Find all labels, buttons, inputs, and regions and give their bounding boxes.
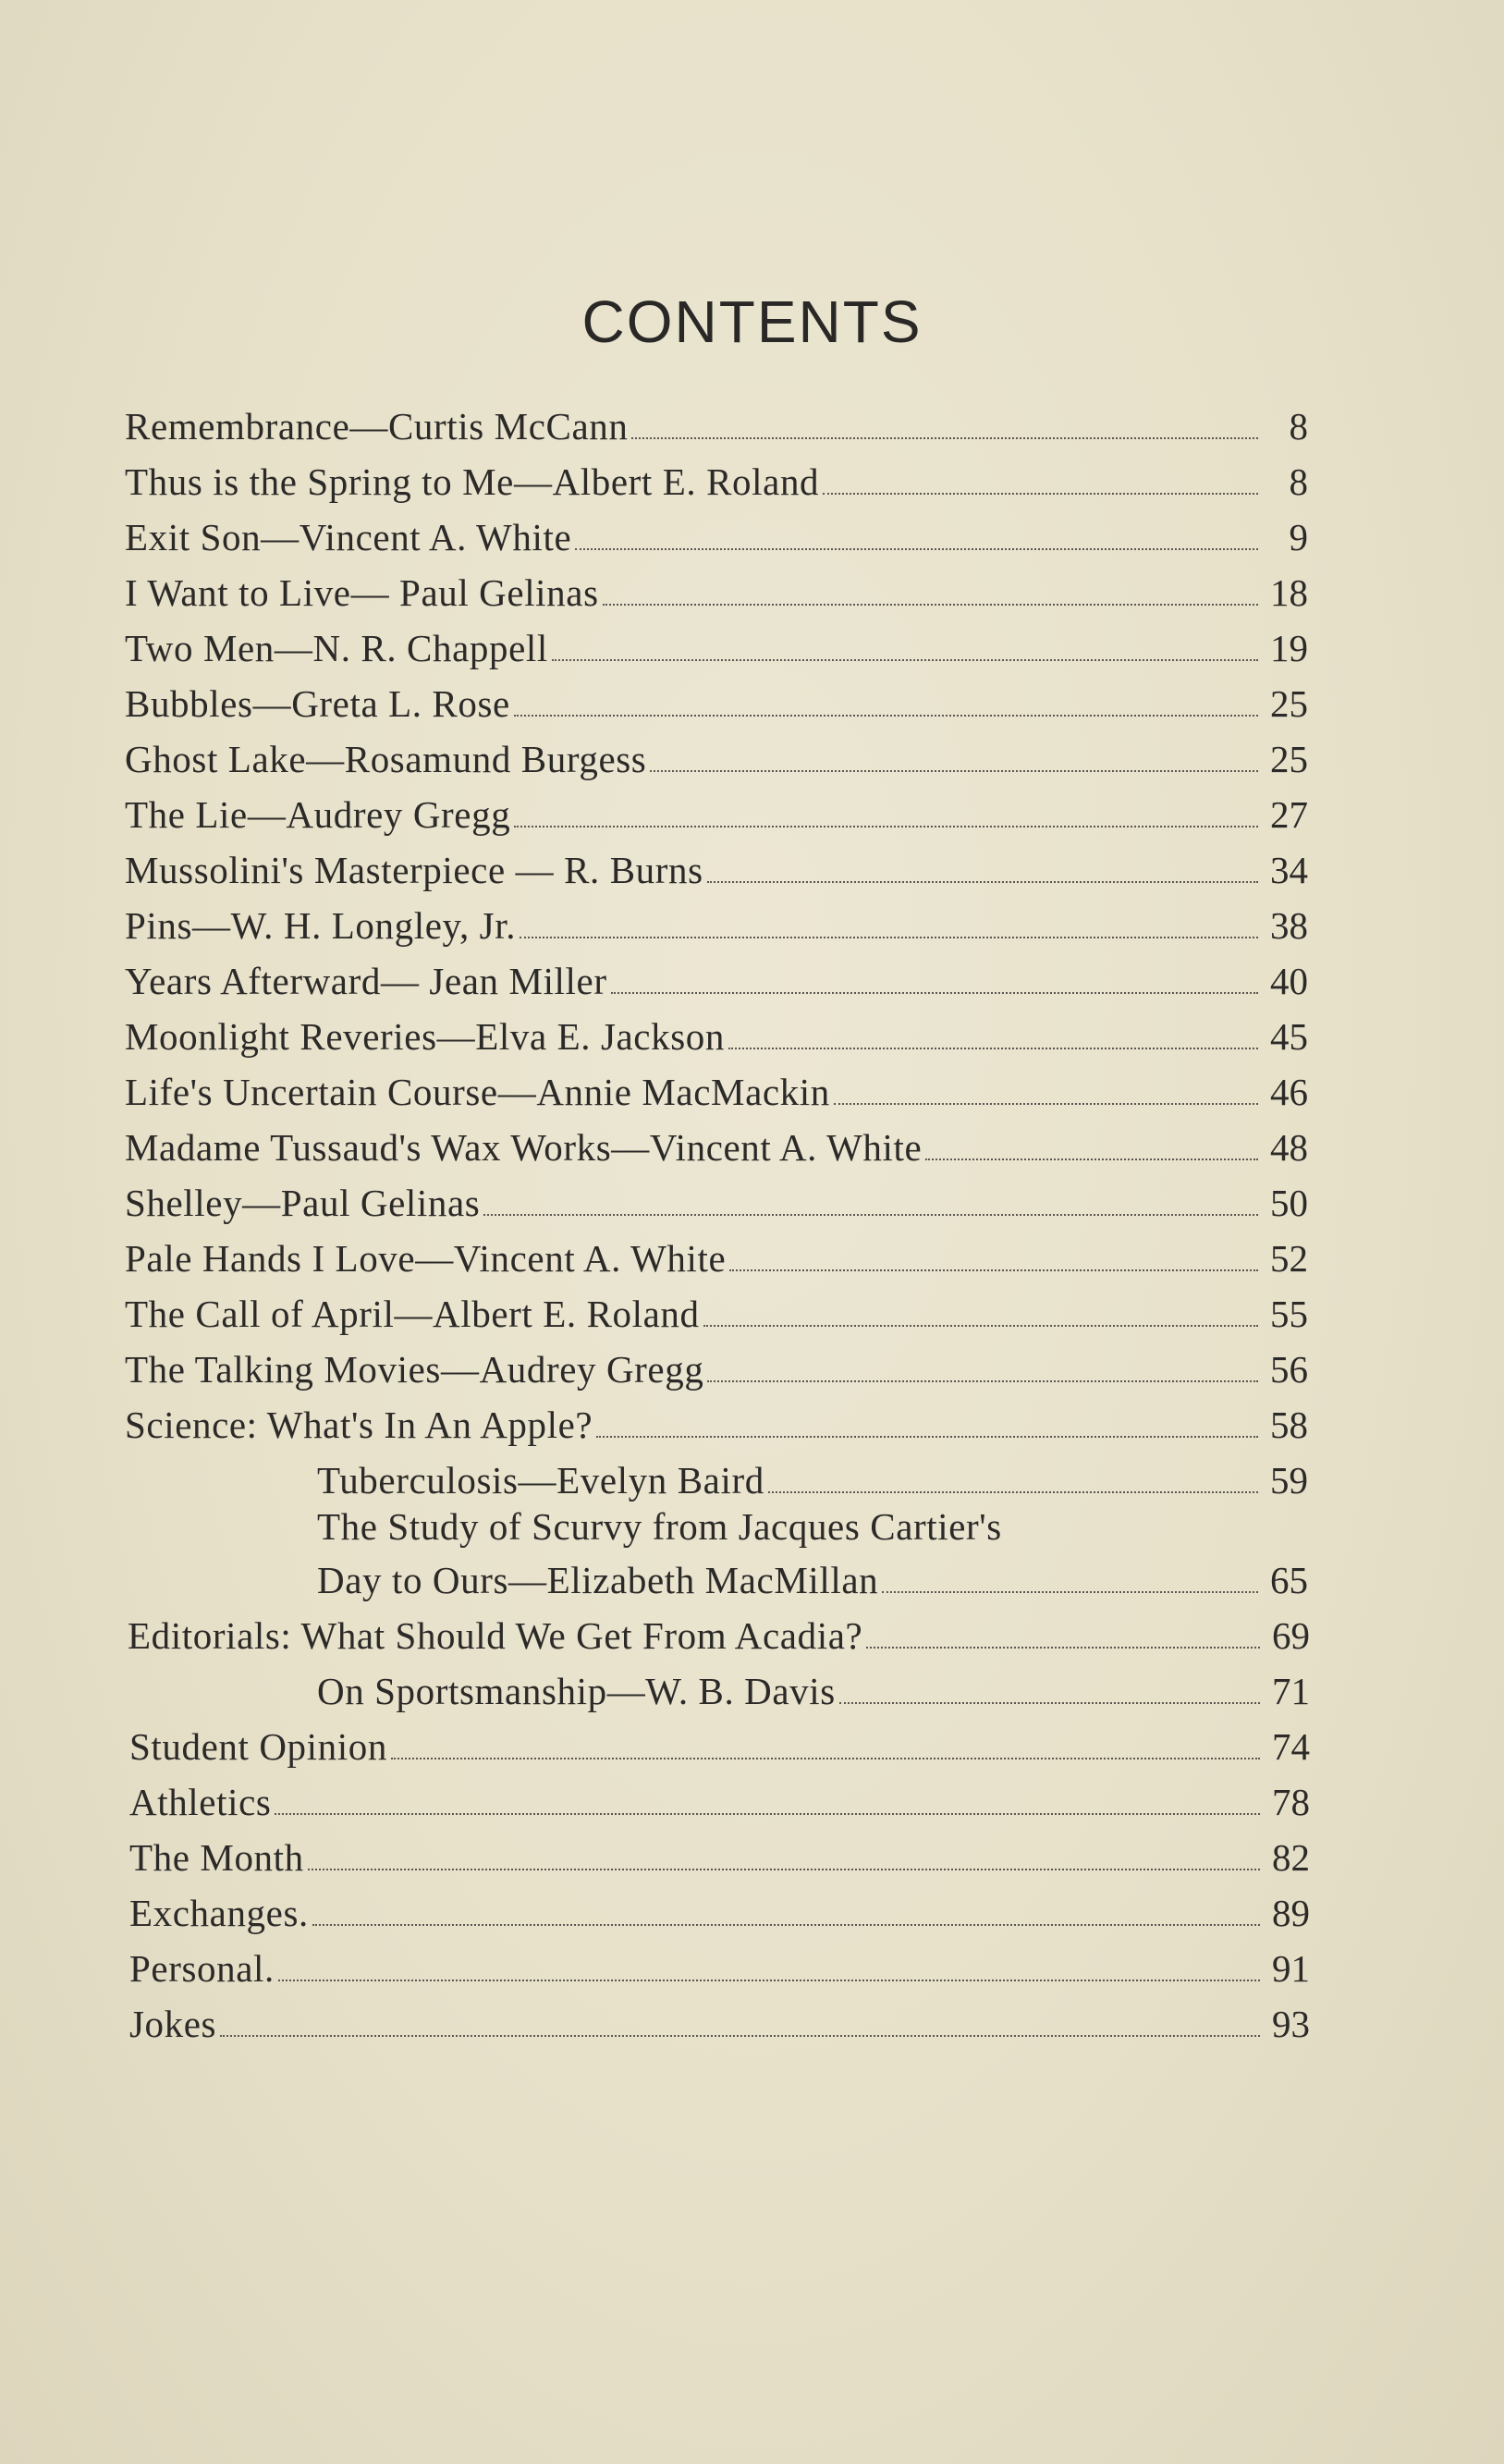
page-title: CONTENTS <box>581 288 923 355</box>
toc-entry <box>129 1942 1310 1995</box>
entry-title: The Call of April—Albert E. Roland <box>125 1293 700 1335</box>
entry-title: Exit Son—Vincent A. White <box>125 516 572 558</box>
toc-entry <box>125 677 1308 730</box>
toc-entry <box>125 510 1308 564</box>
dot-leader <box>823 493 1258 495</box>
toc-entry <box>125 788 1308 841</box>
entry-page: 25 <box>1270 738 1308 780</box>
entry-page: 45 <box>1270 1015 1308 1058</box>
entry-title: The Month <box>129 1836 304 1879</box>
entry-page: 59 <box>1270 1459 1308 1502</box>
entry-page: 74 <box>1272 1725 1310 1768</box>
entry-page: 18 <box>1270 571 1308 614</box>
entry-title: On Sportsmanship—W. B. Davis <box>317 1670 836 1712</box>
entry-page: 71 <box>1272 1670 1310 1712</box>
dot-leader <box>603 604 1258 606</box>
toc-entry <box>125 1398 1308 1452</box>
dot-leader <box>611 992 1258 994</box>
toc-entry <box>129 1831 1310 1884</box>
toc-entry <box>125 954 1308 1008</box>
entry-page: 38 <box>1270 904 1308 947</box>
entry-title: Thus is the Spring to Me—Albert E. Roland <box>125 460 820 503</box>
entry-page: 78 <box>1272 1781 1310 1823</box>
dot-leader <box>925 1158 1258 1160</box>
entry-title: Student Opinion <box>129 1725 387 1768</box>
dot-leader <box>483 1214 1258 1216</box>
entry-title: Mussolini's Masterpiece — R. Burns <box>125 849 703 891</box>
entry-page: 40 <box>1270 960 1308 1002</box>
entry-page: 58 <box>1270 1404 1308 1446</box>
toc-entry <box>125 1232 1308 1285</box>
entry-title: Ghost Lake—Rosamund Burgess <box>125 738 647 780</box>
dot-leader <box>882 1591 1258 1593</box>
dot-leader <box>703 1325 1258 1327</box>
entry-title: Day to Ours—Elizabeth MacMillan <box>317 1559 879 1601</box>
toc-entry <box>125 1065 1308 1119</box>
dot-leader <box>839 1702 1260 1704</box>
toc-subentry <box>317 1553 1308 1607</box>
toc-entry <box>125 899 1308 952</box>
entry-page: 91 <box>1272 1947 1310 1990</box>
dot-leader <box>596 1436 1258 1438</box>
toc-subentry <box>317 1664 1310 1718</box>
toc-entry <box>128 1609 1310 1662</box>
toc-entry <box>125 732 1308 786</box>
entry-title: Exchanges. <box>129 1892 309 1934</box>
toc-entry <box>125 455 1308 509</box>
toc-entry <box>125 566 1308 619</box>
dot-leader <box>275 1813 1260 1815</box>
entry-title: Tuberculosis—Evelyn Baird <box>317 1459 764 1502</box>
dot-leader <box>728 1048 1258 1049</box>
entry-title: Two Men—N. R. Chappell <box>125 627 548 669</box>
dot-leader <box>866 1647 1260 1649</box>
dot-leader <box>707 881 1258 883</box>
entry-page: 65 <box>1270 1559 1308 1601</box>
toc-entry <box>125 1010 1308 1063</box>
toc-entry <box>125 399 1308 453</box>
entry-title: Personal. <box>129 1947 275 1990</box>
toc-entry <box>125 1121 1308 1174</box>
entry-page: 46 <box>1270 1071 1308 1113</box>
entry-page: 27 <box>1270 793 1308 836</box>
dot-leader <box>575 548 1258 550</box>
entry-title: The Lie—Audrey Gregg <box>125 793 511 836</box>
toc-entry <box>125 621 1308 675</box>
dot-leader <box>707 1380 1258 1382</box>
toc-entry <box>129 1997 1310 2051</box>
entry-page: 89 <box>1272 1892 1310 1934</box>
toc-entry <box>129 1775 1310 1829</box>
dot-leader <box>631 437 1258 439</box>
entry-page: 34 <box>1270 849 1308 891</box>
entry-title: Bubbles—Greta L. Rose <box>125 682 510 725</box>
entry-title: Remembrance—Curtis McCann <box>125 405 629 447</box>
entry-page: 55 <box>1270 1293 1308 1335</box>
entry-page: 8 <box>1289 460 1308 503</box>
toc-entry <box>125 1176 1308 1230</box>
entry-page: 50 <box>1270 1182 1308 1224</box>
dot-leader <box>834 1103 1258 1105</box>
dot-leader <box>220 2035 1260 2037</box>
entry-title: Pale Hands I Love—Vincent A. White <box>125 1237 727 1280</box>
toc-subentry <box>317 1500 1308 1553</box>
entry-title: Editorials: What Should We Get From Acadia? <box>128 1614 863 1657</box>
dot-leader <box>308 1869 1260 1870</box>
entry-page: 19 <box>1270 627 1308 669</box>
dot-leader <box>312 1924 1260 1926</box>
entry-page: 9 <box>1289 516 1308 558</box>
toc-entry <box>125 843 1308 897</box>
dot-leader <box>278 1980 1260 1981</box>
entry-title: Shelley—Paul Gelinas <box>125 1182 481 1224</box>
entry-page: 52 <box>1270 1237 1308 1280</box>
entry-title: Years Afterward— Jean Miller <box>125 960 607 1002</box>
toc-entry <box>129 1886 1310 1940</box>
toc-entry <box>125 1342 1308 1396</box>
entry-page: 56 <box>1270 1348 1308 1391</box>
entry-page: 69 <box>1272 1614 1310 1657</box>
entry-title: Madame Tussaud's Wax Works—Vincent A. White <box>125 1126 923 1169</box>
dot-leader <box>552 659 1258 661</box>
entry-page: 25 <box>1270 682 1308 725</box>
entry-title: Pins—W. H. Longley, Jr. <box>125 904 517 947</box>
entry-title: Athletics <box>129 1781 272 1823</box>
entry-title: I Want to Live— Paul Gelinas <box>125 571 599 614</box>
toc-entry <box>125 1287 1308 1341</box>
entry-page: 48 <box>1270 1126 1308 1169</box>
dot-leader <box>514 715 1258 717</box>
entry-title: Science: What's In An Apple? <box>125 1404 593 1446</box>
dot-leader <box>520 937 1258 938</box>
entry-page: 8 <box>1289 405 1308 447</box>
entry-title: The Study of Scurvy from Jacques Cartier's <box>317 1505 1002 1548</box>
entry-title: Jokes <box>129 2003 217 2045</box>
dot-leader <box>768 1491 1258 1493</box>
dot-leader <box>650 770 1258 772</box>
entry-page: 93 <box>1272 2003 1310 2045</box>
entry-title: The Talking Movies—Audrey Gregg <box>125 1348 704 1391</box>
entry-title: Life's Uncertain Course—Annie MacMackin <box>125 1071 830 1113</box>
entry-title: Moonlight Reveries—Elva E. Jackson <box>125 1015 725 1058</box>
toc-entry <box>129 1720 1310 1773</box>
entry-page: 82 <box>1272 1836 1310 1879</box>
dot-leader <box>514 826 1258 827</box>
dot-leader <box>391 1758 1260 1759</box>
dot-leader <box>729 1269 1258 1271</box>
